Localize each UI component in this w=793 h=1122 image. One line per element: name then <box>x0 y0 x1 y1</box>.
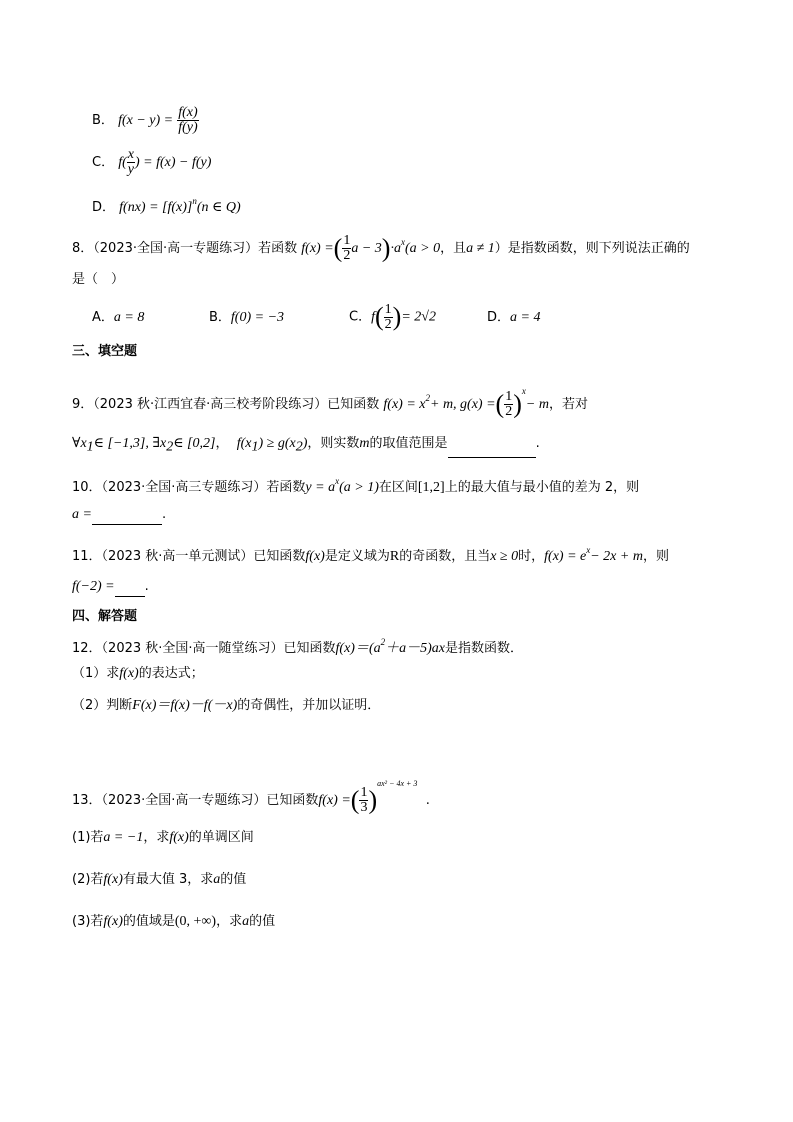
expression: a = 4 <box>510 310 541 325</box>
fraction <box>504 390 513 419</box>
question-8-line2 <box>72 270 124 290</box>
numerator: x <box>127 147 134 162</box>
question-13-part2 <box>72 870 246 890</box>
question-number: 8． <box>72 241 94 256</box>
denominator: y <box>127 162 134 177</box>
expression: f <box>371 309 375 325</box>
numerator: 1 <box>505 389 513 404</box>
question-text: （2023 秋·全国·高一随堂练习）已知函数 <box>101 641 336 656</box>
fraction <box>127 148 135 177</box>
section-heading-fill-in: 三、填空题 <box>72 344 138 359</box>
question-13-part3 <box>72 912 275 932</box>
denominator: 2 <box>384 316 392 332</box>
expression: f(−2) = <box>72 579 115 594</box>
expression: a = −1 <box>103 830 144 845</box>
left-paren: ( <box>495 389 505 419</box>
question-text: ，且 <box>440 241 467 256</box>
expression: − 2x + m <box>590 549 643 564</box>
expression: (0, +∞) <box>174 914 217 929</box>
question-text: 的表达式； <box>138 666 204 681</box>
question-text: 的值 <box>220 872 247 887</box>
expression: [1,2] <box>417 480 445 495</box>
expression: f(x) = <box>301 241 334 256</box>
question-13-part1 <box>72 828 254 848</box>
question-12 <box>72 632 523 659</box>
fraction <box>384 303 393 332</box>
expression: f(x) = e <box>544 549 587 564</box>
question-text: （2023 秋·江西宜春·高三校考阶段练习）已知函数 <box>93 397 380 412</box>
question-13 <box>72 764 430 821</box>
subscript: 1 <box>251 439 259 455</box>
expression: f(x) <box>103 872 123 887</box>
question-text: 在区间 <box>378 480 418 495</box>
expression: a = 8 <box>113 310 145 325</box>
question-text: . <box>535 436 540 451</box>
expression: y = a <box>305 480 336 495</box>
left-paren: ( <box>374 302 384 331</box>
question-text: 的单调区间 <box>188 830 254 845</box>
right-paren: ) <box>368 785 378 815</box>
question-12-part1 <box>72 664 204 684</box>
option-label: C． <box>349 309 372 325</box>
question-number: 10． <box>72 480 102 495</box>
right-paren: ) <box>381 233 391 263</box>
question-text: 上的最大值与最小值的差为 2，则 <box>444 480 640 495</box>
numerator: f(x) <box>178 105 198 120</box>
answer-blank[interactable] <box>115 580 145 597</box>
question-10 <box>72 471 639 498</box>
question-text: 的奇函数，且当 <box>399 549 491 564</box>
expression: R <box>389 549 400 564</box>
subscript: 2 <box>295 439 303 455</box>
question-number: 12． <box>72 641 102 656</box>
question-text: 的值域是 <box>122 914 175 929</box>
numerator: 1 <box>384 301 392 317</box>
answer-blank[interactable] <box>92 508 162 525</box>
question-number: 9． <box>72 397 94 412</box>
question-text: 的值 <box>249 914 276 929</box>
expression: ＋a－5)ax <box>385 641 446 656</box>
option-label: B． <box>209 310 231 325</box>
question-8 <box>72 232 690 263</box>
question-text: 是定义域为 <box>324 549 390 564</box>
superscript: x <box>586 545 591 555</box>
expression: f(x <box>236 436 252 451</box>
option-label: A． <box>92 310 114 325</box>
superscript: x <box>335 476 340 486</box>
fraction <box>177 106 198 135</box>
q8-option-c <box>349 300 436 335</box>
question-text: （2023·全国·高三专题练习）若函数 <box>101 480 306 495</box>
denominator: 3 <box>360 800 368 815</box>
superscript: n <box>192 196 197 206</box>
expression: f(x) = x <box>383 397 426 412</box>
question-11 <box>72 540 669 567</box>
question-text: （2）判断 <box>72 698 133 713</box>
denominator: 2 <box>343 248 351 263</box>
expression: ∈ [0,2] <box>173 436 216 451</box>
expression: a <box>213 872 221 887</box>
superscript: 2 <box>380 637 386 647</box>
expression: a = <box>72 507 92 522</box>
question-text: ）是指数函数，则下列说法正确的 <box>494 241 690 256</box>
question-text: （2023 秋·高一单元测试）已知函数 <box>101 549 306 564</box>
q8-option-b <box>209 308 284 328</box>
numerator: 1 <box>343 233 351 248</box>
question-text: 的奇偶性，并加以证明． <box>237 698 381 713</box>
expression: ∈ [−1,3], ∃x <box>93 436 167 451</box>
subscript: 1 <box>86 439 94 455</box>
superscript: 2 <box>425 393 430 403</box>
expression: a ≠ 1 <box>466 241 495 256</box>
subscript: 2 <box>166 439 174 455</box>
expression: f( <box>118 155 127 170</box>
option-label: D． <box>487 310 511 325</box>
q8-option-a <box>92 308 144 328</box>
question-text: （2023·全国·高一专题练习）已知函数 <box>101 793 319 808</box>
expression: a <box>242 914 250 929</box>
q8-option-d <box>487 308 540 328</box>
answer-blank[interactable] <box>448 441 536 458</box>
section-heading-answer: 四、解答题 <box>72 609 138 624</box>
expression: f(x)＝(a <box>335 641 381 656</box>
expression: m <box>359 436 370 451</box>
expression: (a > 1) <box>339 480 379 495</box>
question-text: . <box>144 579 149 594</box>
expression: + m, g(x) = <box>430 397 496 412</box>
right-paren: ) <box>513 389 522 419</box>
expression: f(x) <box>103 914 123 929</box>
question-text: （2023·全国·高一专题练习）若函数 <box>93 241 298 256</box>
denominator: f(y) <box>178 120 198 135</box>
question-text: 有最大值 3，求 <box>122 872 214 887</box>
question-text: ， <box>215 436 229 451</box>
expression: f(nx) = [f(x)] <box>119 200 193 215</box>
option-label: D． <box>92 200 116 215</box>
q7-option-b <box>92 106 199 135</box>
right-paren: ) <box>392 302 402 331</box>
question-text: . <box>425 793 430 808</box>
question-text: (1)若 <box>72 830 104 845</box>
question-text: ，若对 <box>548 397 588 412</box>
superscript: x <box>400 237 405 247</box>
superscript: x <box>521 386 526 396</box>
question-text: 是指数函数． <box>445 641 524 656</box>
question-text: ，求 <box>216 914 243 929</box>
question-9 <box>72 373 588 423</box>
question-11-line2 <box>72 577 149 597</box>
question-text: (3)若 <box>72 914 104 929</box>
question-text: . <box>161 507 167 522</box>
question-text: 时， <box>518 549 545 564</box>
expression: (n ∈ Q) <box>196 200 241 215</box>
left-paren: ( <box>350 785 360 815</box>
expression: a − 3 <box>351 241 382 256</box>
question-text: (2)若 <box>72 872 104 887</box>
expression: f(x) <box>169 830 189 845</box>
expression: F(x)＝f(x)－f(－x) <box>132 698 238 713</box>
superscript: ax² − 4x + 3 <box>377 779 418 788</box>
expression: = 2√2 <box>401 309 436 325</box>
expression: ·a <box>390 241 401 256</box>
expression: ) ≥ g(x <box>258 436 296 451</box>
q7-option-c <box>92 148 211 177</box>
expression: x ≥ 0 <box>490 549 519 564</box>
question-text: 的取值范围是 <box>369 436 448 451</box>
question-number: 11． <box>72 549 102 564</box>
question-text: ，求 <box>143 830 170 845</box>
left-paren: ( <box>333 233 343 263</box>
question-text: （1）求 <box>72 666 120 681</box>
expression: f(x − y) = <box>118 113 174 128</box>
expression: f(x) = <box>318 793 351 808</box>
question-text: ，则 <box>642 549 669 564</box>
question-text: 是（ ） <box>72 272 125 287</box>
option-label: C． <box>92 155 115 170</box>
question-12-part2 <box>72 696 380 716</box>
question-9-line2 <box>72 434 540 458</box>
expression: ∀x <box>72 436 87 451</box>
expression: ) = f(x) − f(y) <box>135 155 212 170</box>
expression: − m <box>525 397 549 412</box>
numerator: 1 <box>360 785 368 800</box>
denominator: 2 <box>505 404 513 419</box>
expression: (a > 0 <box>404 241 441 256</box>
expression: f(x) <box>305 549 325 564</box>
q7-option-d <box>92 191 241 218</box>
expression: f(x) <box>119 666 139 681</box>
expression: f(0) = −3 <box>230 310 285 325</box>
question-number: 13． <box>72 793 102 808</box>
option-label: B． <box>92 113 114 128</box>
expression: ) <box>302 436 308 451</box>
question-10-line2 <box>72 505 166 525</box>
fraction <box>342 234 351 263</box>
question-text: ，则实数 <box>307 436 360 451</box>
